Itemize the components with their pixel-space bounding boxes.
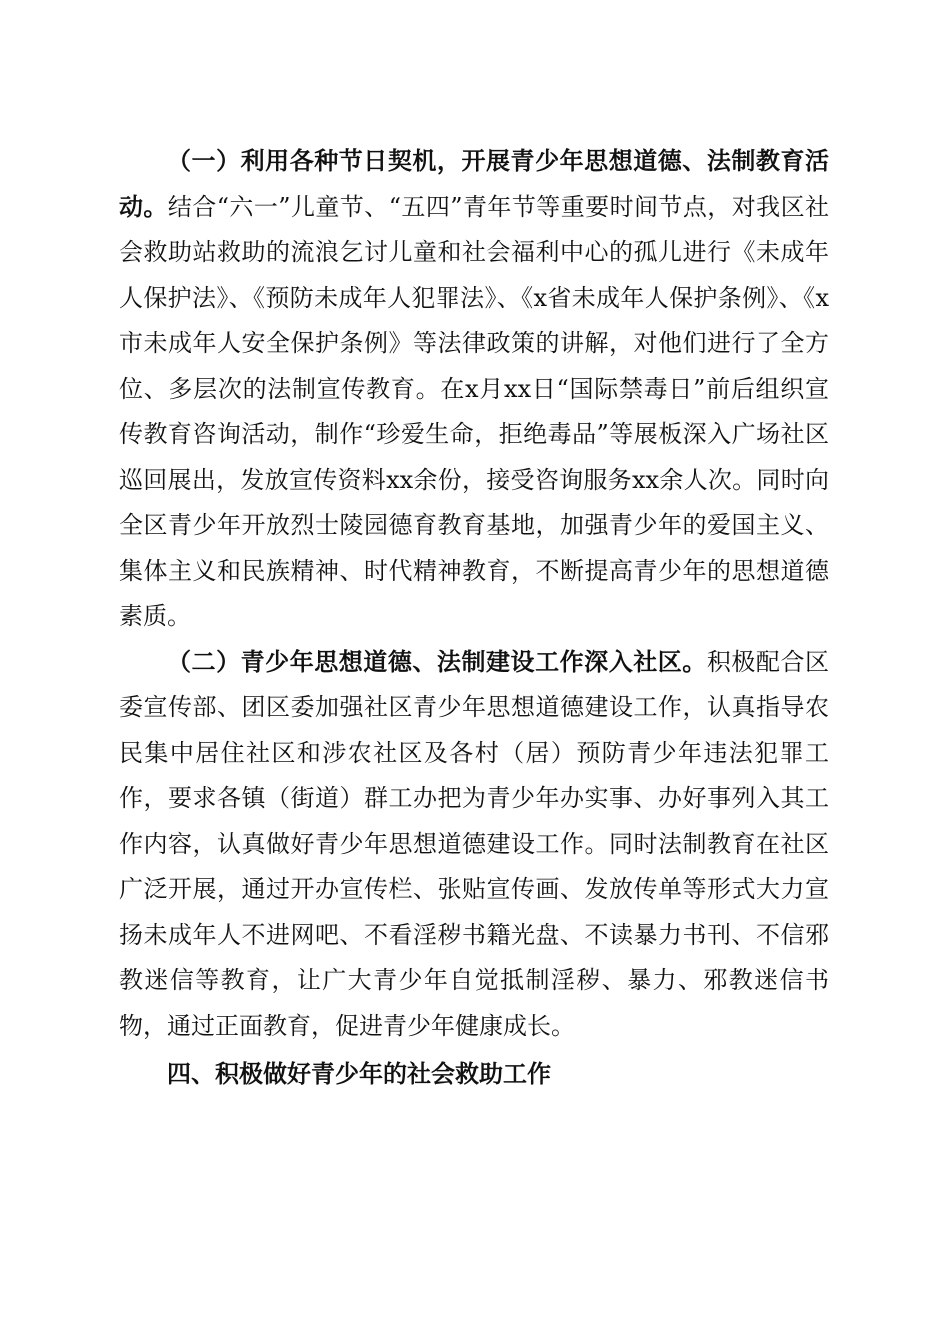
paragraph-2-text: 积极配合区委宣传部、团区委加强社区青少年思想道德建设工作，认真指导农民集中居住社区和涉农社区及各村（居）预防青少年违法犯罪工作，要求各镇（街道）群工办把为青少年办实事、办好事列入其工作内容，认真做好青少年思想道德建设工作。同时法制教育在社区广泛开展，通过开办宣传栏、张贴宣传画、发放传单等形式大力宣扬未成年人不进网吧、不看淫秽书籍光盘、不读暴力书刊、不信邪教迷信等教育，让广大青少年自觉抵制淫秽、暴力、邪教迷信书物，通过正面教育，促进青少年健康成长。 [119, 647, 830, 1040]
section-heading: 四、积极做好青少年的社会救助工作 [167, 1060, 551, 1088]
paragraph-2-lead: （二）青少年思想道德、法制建设工作深入社区。 [167, 647, 707, 676]
paragraph-2 [119, 640, 829, 1050]
document-body [119, 139, 829, 1098]
paragraph-1 [119, 139, 829, 640]
paragraph-1-lead: （一）利用各种节日契机，开展青少年思想道德、法制教育活动。 [119, 147, 829, 221]
paragraph-1-text: 结合“六一”儿童节、“五四”青年节等重要时间节点，对我区社会救助站救助的流浪乞讨儿童和社会福利中心的孤儿进行《未成年人保护法》、《预防未成年人犯罪法》、《x省未成年人保护条例》、《x市未成年人安全保护条例》等法律政策的讲解，对他们进行了全方位、多层次的法制宣传教育。在x月xx日“国际禁毒日”前后组织宣传教育咨询活动，制作“珍爱生命，拒绝毒品”等展板深入广场社区巡回展出，发放宣传资料xx余份，接受咨询服务xx余人次。同时向全区青少年开放烈士陵园德育教育基地，加强青少年的爱国主义、集体主义和民族精神、时代精神教育，不断提高青少年的思想道德素质。 [119, 192, 830, 630]
